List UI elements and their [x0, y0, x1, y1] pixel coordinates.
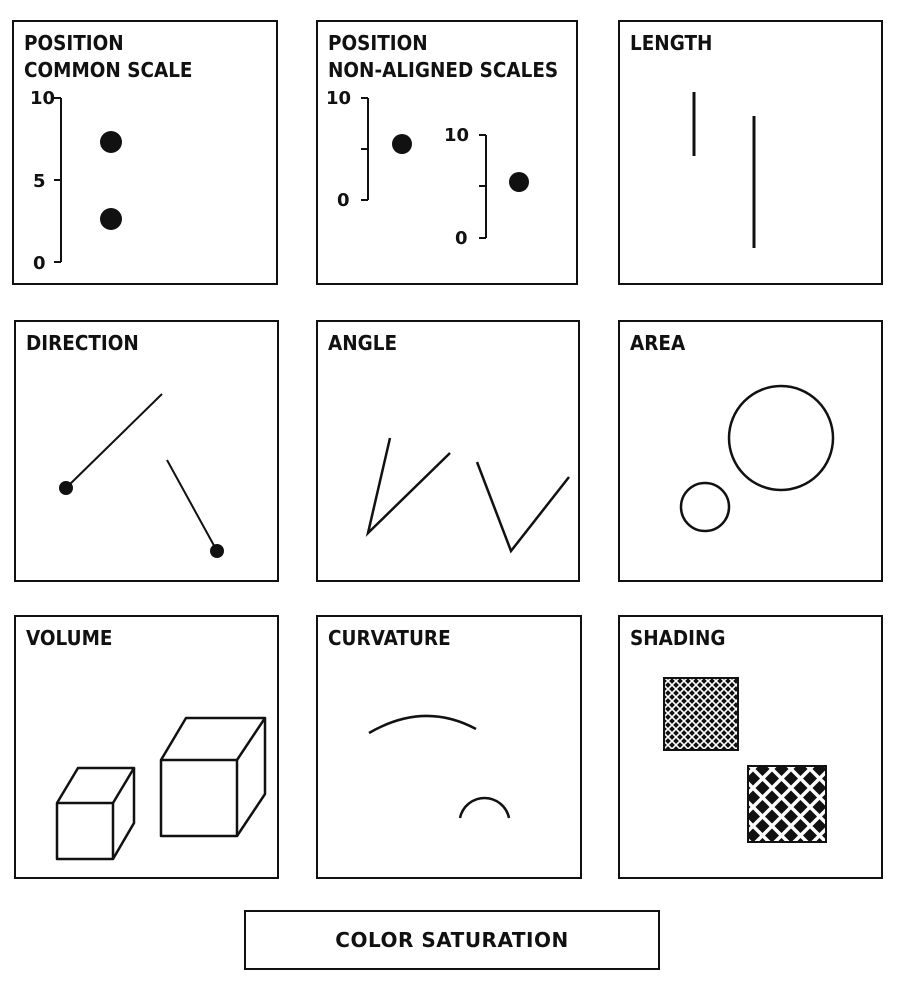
tick-label-10: 10 [326, 88, 352, 109]
coarse-shading-swatch [748, 766, 826, 842]
angle-graphic [318, 322, 578, 580]
panel-area [618, 320, 883, 582]
direction-line [66, 394, 162, 488]
data-point [392, 134, 412, 154]
tight-curve [460, 798, 509, 818]
panel-title: POSITION NON-ALIGNED SCALES [328, 31, 559, 82]
shallow-curve [369, 716, 476, 733]
panel-title: AREA [630, 331, 686, 355]
tick-label-0: 0 [455, 228, 468, 249]
curvature-graphic [318, 617, 580, 877]
panel-volume [14, 615, 279, 879]
panel-angle [316, 320, 580, 582]
direction-graphic [16, 322, 277, 580]
data-point [100, 131, 122, 153]
panel-position-non-aligned-scales [316, 20, 578, 285]
tick-label-10: 10 [444, 125, 470, 146]
angle-shape [368, 438, 450, 533]
data-point [100, 208, 122, 230]
direction-origin-dot [59, 481, 73, 495]
panel-title: CURVATURE [328, 626, 451, 650]
tick-label-5: 5 [33, 171, 46, 192]
tick-label-0: 0 [337, 190, 350, 211]
length-graphic [620, 22, 881, 283]
panel-title: POSITION COMMON SCALE [24, 31, 193, 82]
panel-length [618, 20, 883, 285]
panel-shading [618, 615, 883, 879]
tick-label-0: 0 [33, 253, 46, 274]
small-circle [681, 483, 729, 531]
direction-origin-dot [210, 544, 224, 558]
panel-title: LENGTH [630, 31, 713, 55]
color-saturation-box [244, 910, 660, 970]
panel-curvature [316, 615, 582, 879]
direction-line [167, 460, 217, 551]
fine-shading-swatch [664, 678, 738, 750]
shading-graphic [620, 617, 881, 877]
panel-title: SHADING [630, 626, 726, 650]
panel-title: VOLUME [26, 626, 113, 650]
position-common-scale-graphic [14, 22, 276, 283]
color-saturation-label: COLOR SATURATION [335, 928, 569, 952]
angle-shape [477, 462, 569, 551]
position-non-aligned-graphic [318, 22, 576, 283]
area-graphic [620, 322, 881, 580]
large-cube [161, 718, 265, 836]
data-point [509, 172, 529, 192]
panel-direction [14, 320, 279, 582]
tick-label-10: 10 [30, 88, 56, 109]
panel-title: ANGLE [328, 331, 398, 355]
small-cube [57, 768, 134, 859]
panel-position-common-scale [12, 20, 278, 285]
large-circle [729, 386, 833, 490]
volume-graphic [16, 617, 277, 877]
panel-title: DIRECTION [26, 331, 139, 355]
